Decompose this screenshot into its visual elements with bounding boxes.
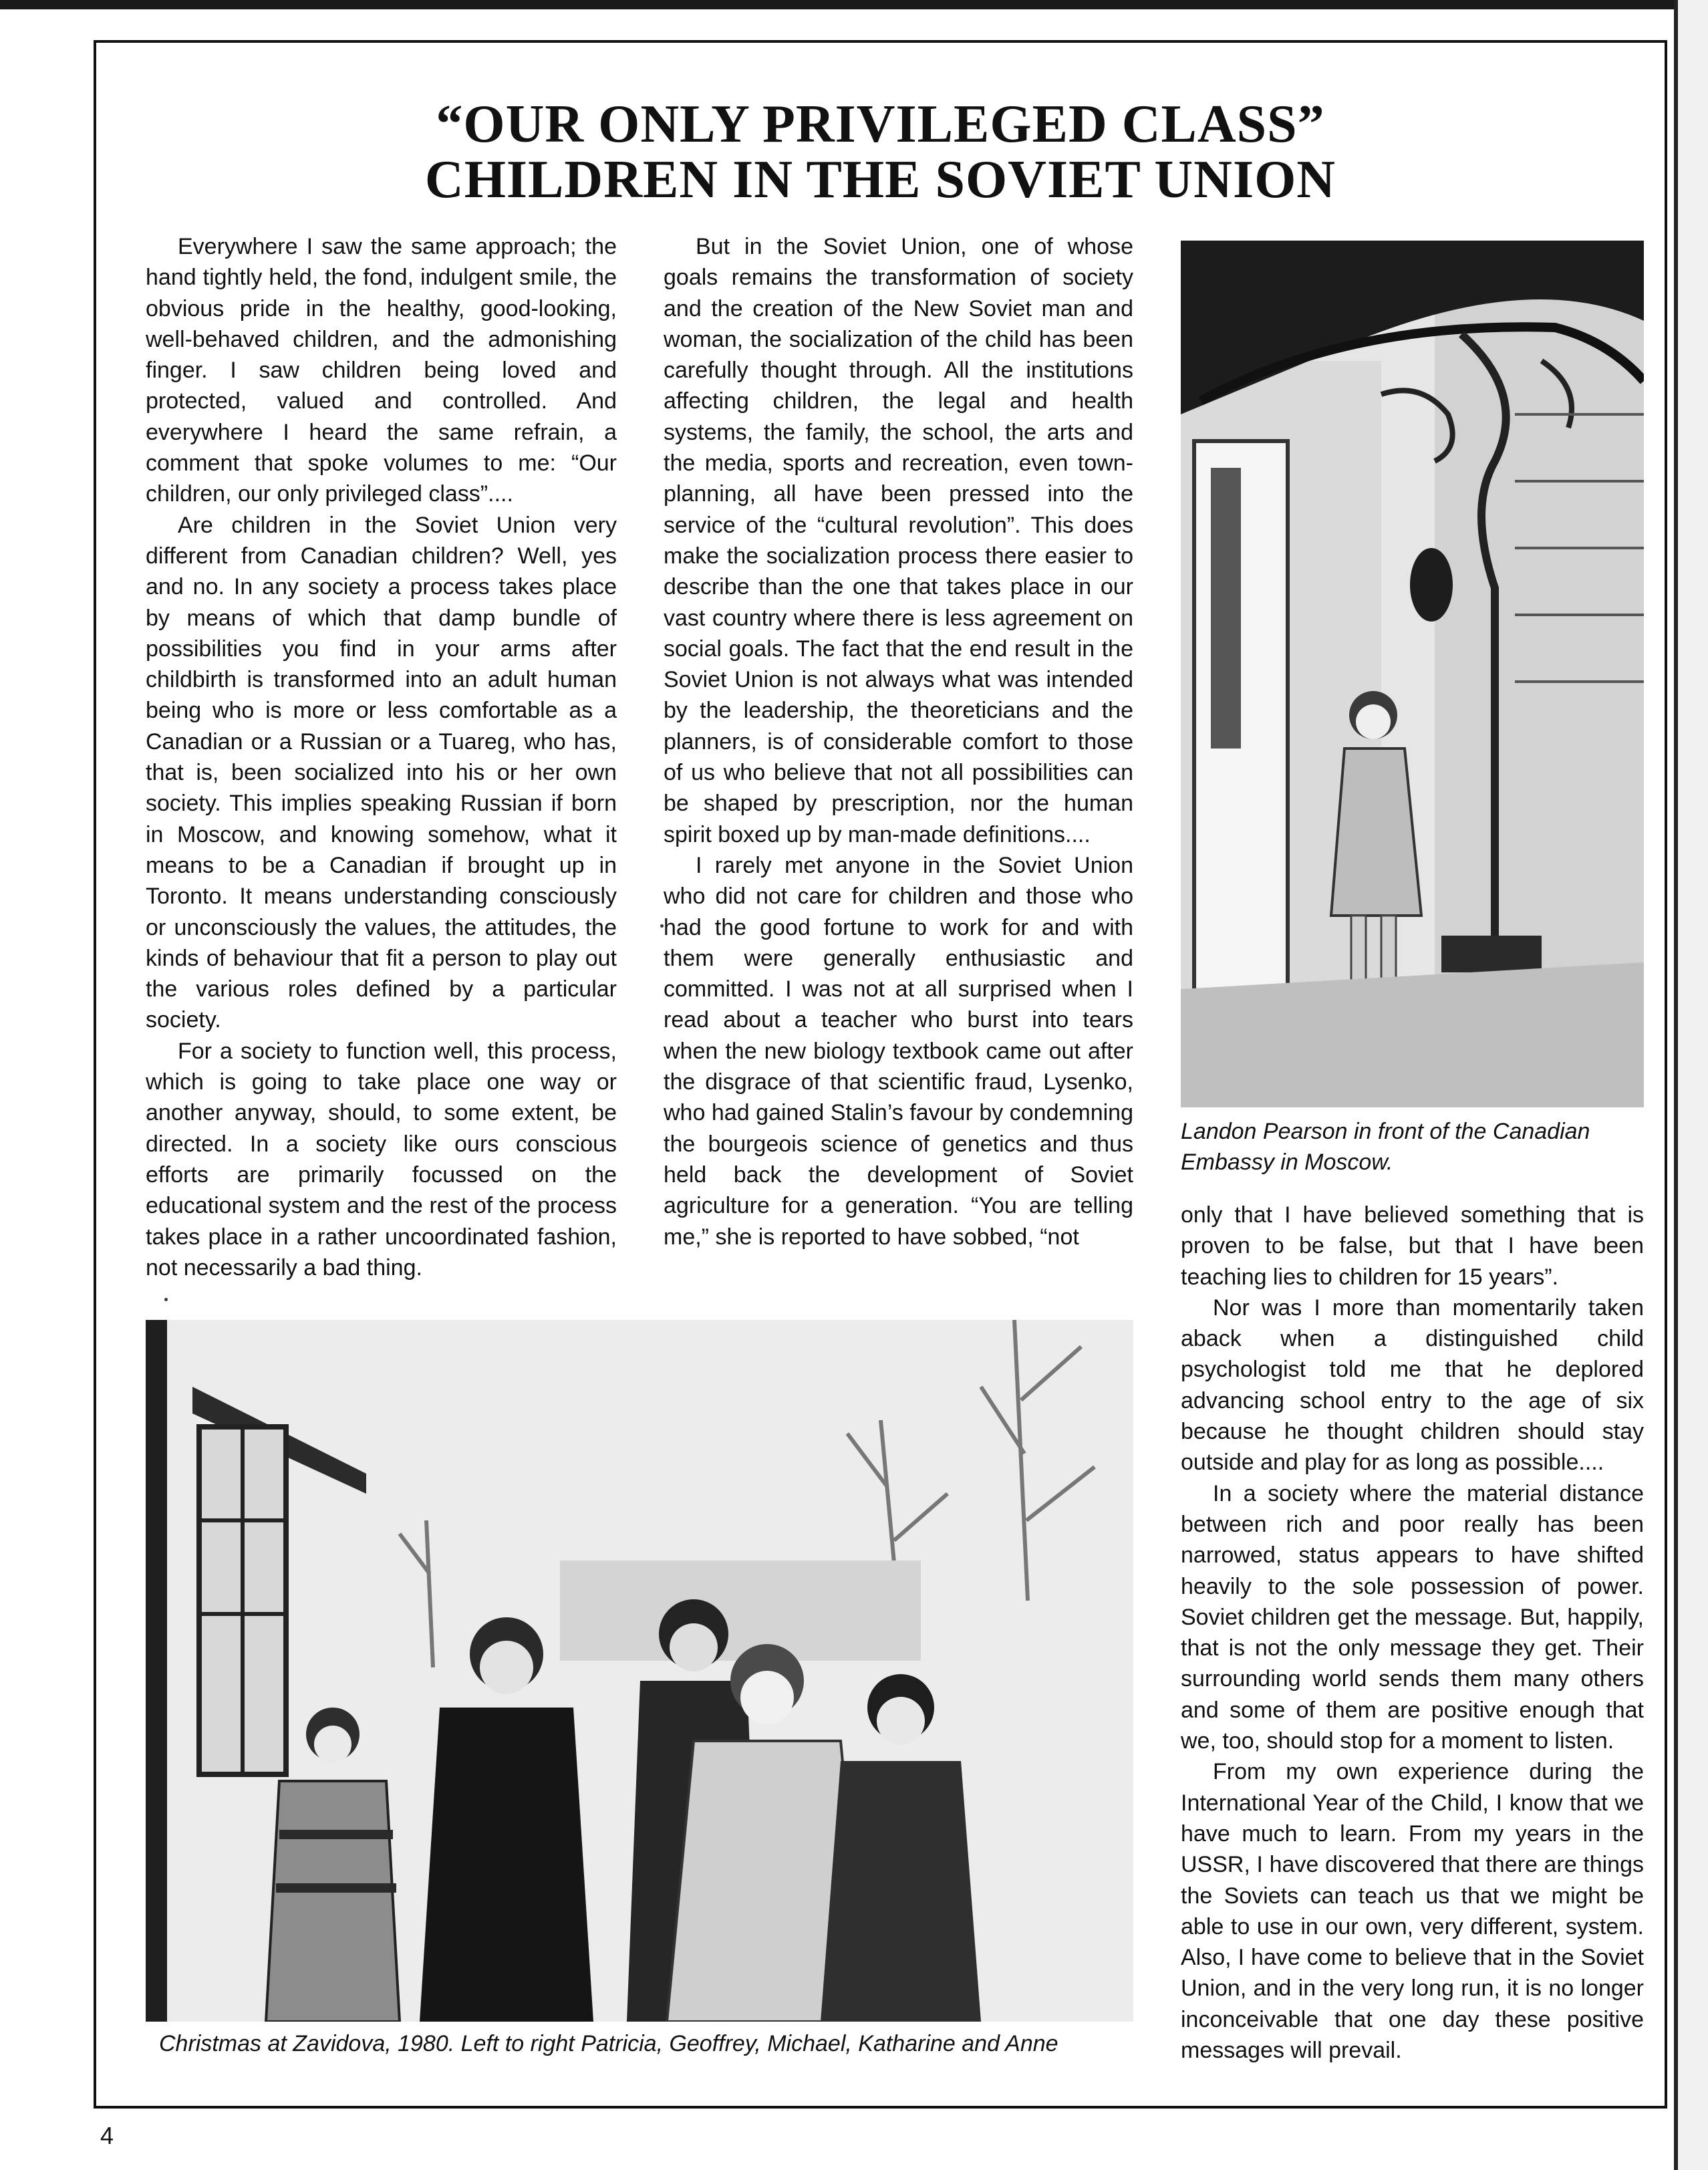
column3-paragraph-3: From my own experience during the International Year of the Child, I know that we have much to learn. From my years in the USSR, I have discovered that there are things the Soviets can teach us that we might be able to use in our own, very different, system. Also, I have come to believe that in the Soviet Union, and in the very long run, it is no longer inconceivable that one day these positive messages will prevail. — [1181, 1759, 1644, 2064]
print-speck — [164, 1298, 168, 1301]
embassy-photo — [1181, 241, 1644, 1107]
column3-paragraph-2: In a society where the material distance between rich and poor really has been narrowed, status appears to have shifted heavily to the sole possession of power. Soviet children get the message. But, happily, that is not the only message they get. Their surrounding world sends them many others and some of them are positive enough that we, too, should stop for a moment to listen. — [1181, 1480, 1644, 1754]
scan-binding-edge — [1674, 0, 1708, 2170]
embassy-photo-caption: Landon Pearson in front of the Canadian Embassy in Moscow. — [1181, 1119, 1590, 1175]
text-column-2 — [664, 231, 1133, 1252]
column2-paragraph-1: But in the Soviet Union, one of whose goals remains the transformation of society and the creation of the New Soviet man and woman, the socialization of the child has been carefully thought through. All the institutions affecting children, the legal and health systems, the family, the school, the arts and the media, sports and recreation, even town-planning, all have been pressed into the service of the “cultural revolution”. This does make the socialization process there easier to describe than the one that takes place in our vast country where there is less agreement on social goals. The fact that the end result in the Soviet Union is not always what was intended by the leadership, the theoreticians and the planners, is of considerable comfort to those of us who believe that not all possibilities can be shaped by prescription, nor the human spirit boxed up by man-made definitions.... — [664, 234, 1133, 847]
scan-top-edge — [0, 0, 1708, 9]
column1-paragraph-1: Everywhere I saw the same approach; the hand tightly held, the fond, indulgent smile, the obvious pride in the healthy, good-looking, well-behaved children, and the admonishing finger. I saw children being loved and protected, valued and controlled. And everywhere I heard the same refrain, a comment that spoke volumes to me: “Our children, our only privileged class”.... — [146, 234, 617, 507]
column1-paragraph-3: For a society to function well, this process, which is going to take place one way or another anyway, should, to some extent, be directed. In a society like ours conscious efforts are primarily focussed on the educational system and the rest of the process takes place in a rather uncoordinated fashion, not necessarily a bad thing. — [146, 1038, 617, 1280]
column3-paragraph-1: Nor was I more than momentarily taken aback when a distinguished child psychologist told me that he deplored advancing school entry to the age of six because he thought children should stay outside and play for as long as possible.... — [1181, 1295, 1644, 1476]
column3-continuation: only that I have believed something that is proven to be false, but that I have been teaching lies to children for 15 years”. — [1181, 1202, 1644, 1290]
embassy-photo-illustration — [1181, 241, 1644, 1107]
column1-paragraph-2: Are children in the Soviet Union very different from Canadian children? Well, yes and no. In any society a process takes place by means of which that damp bundle of possibilities you find in your arms after childbirth is transformed into an adult human being who is more or less comfortable as a Canadian or a Russian or a Tuareg, who has, that is, been socialized into his or her own society. This implies speaking Russian if born in Moscow, and knowing somehow, what it means to be a Canadian if brought up in Toronto. It means understanding consciously or unconsciously the values, the attitudes, the kinds of behaviour that fit a person to play out the various roles defined by a particular society. — [146, 512, 617, 1033]
family-photo — [146, 1320, 1133, 2022]
article-title-line-2: CHILDREN IN THE SOVIET UNION — [424, 150, 1336, 209]
article-title-line-1: “OUR ONLY PRIVILEGED CLASS” — [436, 95, 1325, 154]
family-photo-illustration — [146, 1320, 1133, 2022]
print-speck — [660, 924, 664, 928]
page-number: 4 — [100, 2122, 114, 2149]
family-photo-caption: Christmas at Zavidova, 1980. Left to right Patricia, Geoffrey, Michael, Katharine and Anne — [159, 2031, 1058, 2056]
text-column-1 — [146, 231, 617, 1283]
column2-paragraph-2: I rarely met anyone in the Soviet Union who did not care for children and those who had the good fortune to work for and with them were generally enthusiastic and committed. I was not at all surprised when I read about a teacher who burst into tears when the new biology textbook came out after the disgrace of that scientific fraud, Lysenko, who had gained Stalin’s favour by condemning the bourgeois science of genetics and thus held back the development of Soviet agriculture for a generation. “You are telling me,” she is reported to have sobbed, “not — [664, 852, 1133, 1250]
text-column-3 — [1181, 1200, 1644, 2066]
